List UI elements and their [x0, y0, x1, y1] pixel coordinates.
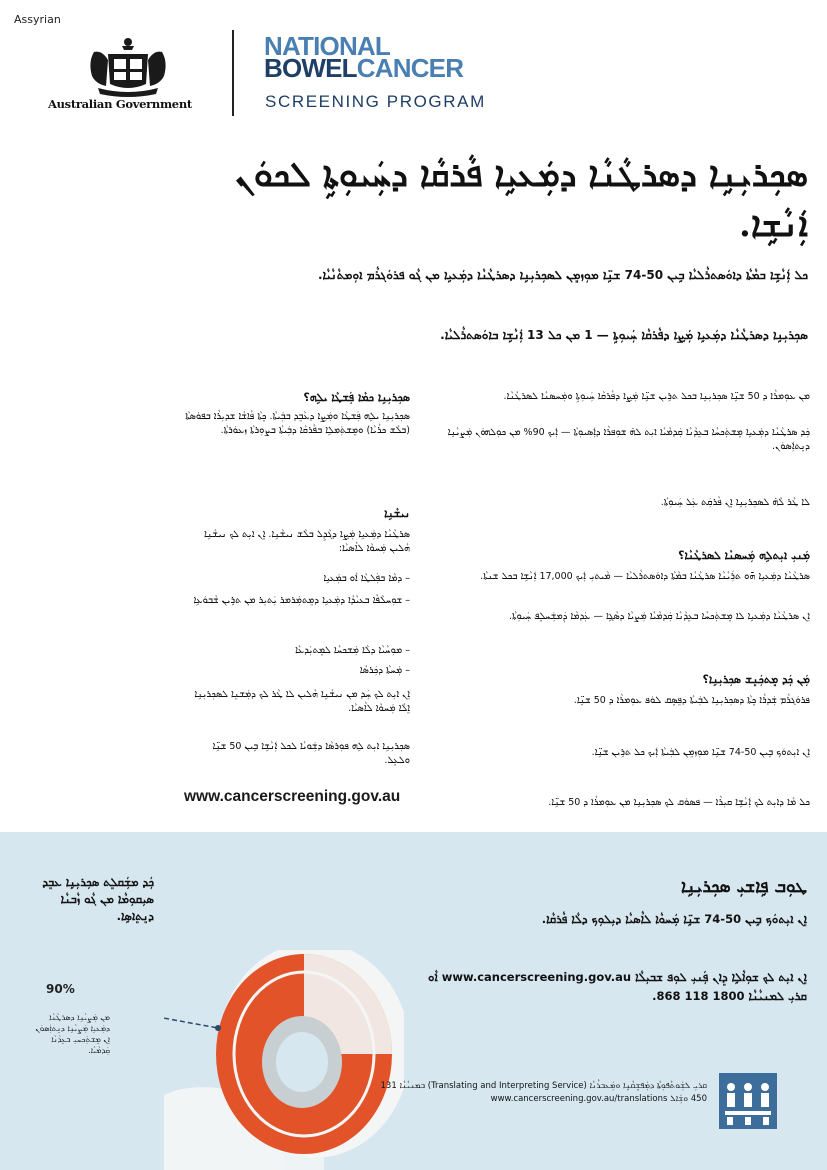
left-col-bullet-3: – ܡܘܼܚܵܝܵܐ ܕܠܵܐ ܡܲܫܟܚܵܐ ܠܡܸܬܝܲܕܥܵܐ [295, 645, 410, 656]
panel-title: ܛܘܼܒ ܦܹܐܫܝܼ ܣܟܼܪܝܼܢܹܐ [680, 877, 807, 897]
left-col-bullet-4: – ܡܲܚܬܵܐ ܕܟܲܪܣܵܐ [359, 665, 410, 676]
right-col-p1: ܡܢ ܥܘܼܡܪܵܐ ܕ 50 ܫܢܹ̈ܐ ܣܟܼܪܝܼܢܹܐ ܒܟܠ ܬܪܹܝܢ ܫܢܹ̈ܐ ܡܲܨܹܐ ܕܦܵܪܩܵܐ ܚܲܝܘܼܬܹܐ ܘܡܲܚܣܢܵܐ ܠܣܪܛܵܢܵܐ. [503, 391, 810, 402]
left-col-p1: ܣܟܼܪܝܼܢܹܐ ܝܠܹܗ ܦܲܫܛܵܐ ܘܡܲܨܹܐ ܕܥܵܒܸܕ ܒܒܲܝܬܵܐ. ܟܸܬܵܐ ܦܵܐܫܵܐ ܫܕܝܼܪܵܐ ܒܦܘܿܣܬܵܐ (ܒܠܵܫ ܟܪܵܝܵܐ) ܘܡܸܫܬܲܡܠܹܐ ܒܦܵܪܩܵܐ ܕܒܲܝܬܵܐ ܒܨܘܼܪܬܵܐ ܙܥܘܿܪܬܵܐ. [185, 411, 410, 436]
program-line-2-a: BOWEL [264, 53, 357, 83]
intro-paragraph-1: ܟܠ ܐܲܢܵܫܹܐ ܒܡܵܬܵܐ ܕܐܘܿܣܬܪܵܠܝܵܐ ܒܹܝܢ 50-74 ܫܢܹ̈ܐ ܡܘܼܙܡܸܢ ܠܣܟܼܪܝܼܢܹܐ ܕܣܪܛܵܢܵܐ ܕܡܲܥܝܹܐ ܡܢ ܓܵܘ ܦܪܘܿܓܪܵܡ ܐܘܼܡܬܵܢܵܝܵܐ. [318, 268, 808, 282]
toilet-roll-icon [164, 950, 404, 1170]
right-col-p2: ܟܲܕ ܣܪܛܵܢܵܐ ܕܡܲܥܝܹܐ ܡܸܫܬܲܟܚܵܐ ܒܥܸܕܵܢܵܐ ܩܲܕܡܵܝܵܐ ܐܝܼܬ ܠܗ̇ ܫܘܼܦܪܵܐ ܕܐܲܣܝܘܼܬܵܐ — ܐܲܝܟ 90% ܡܢ ܟܘܼܠܗܘܿܢ ܡܲܨܝܵܢܹܐ ܕܢܸܬܐܲܣܘܿܢ. [447, 427, 810, 452]
panel-body-2: ܐܸܢ ܐܝܼܬ ܠܟ ܫܘܼܐܵܠܹܐ ܕܸܐܢ ܦܲܢܝܼ ܠܘܼܦ ܫܒܝܼܠܵܐ www.cancerscreening.gov.au ܐܵܘ ܩܪܝܼ ܠܡܢܝܵܢܵܐ 1800 118 868. [428, 970, 807, 1003]
gov-name: Australian Government [48, 97, 192, 111]
intro-paragraph-2: ܣܟܼܪܝܼܢܹܐ ܕܣܪܛܵܢܵܐ ܕܡܲܥܝܹܐ ܡܲܨܹܐ ܕܦܵܪܩܵܐ ܚܲܝܘܼܬܹܐ — 1 ܡܢ ܟܠ 13 ܐܲܢܵܫܹܐ ܒܐܘܿܣܬܪܵܠܝܵܐ. [440, 328, 808, 342]
page-title: ܣܟܼܪܝܼܢܹܐ ܕܣܪܛܵܢܵܐ ܕܡܲܥܝܹܐ ܦܵܪܩܵܐ ܕܚܲܝܘܼܬܹܐ ܠܟܘܿܢ ܐܲܢܵܫܹܐ. [235, 155, 808, 245]
tis-people-icon [719, 1073, 777, 1129]
left-col-p3: ܐܸܢ ܐܝܼܬ ܠܟ ܚܲܕ ܡܢ ܢܝܫܵܢܹܐ ܗܵܠܝܢ ܠܐ ܛܵܪ ܠܟ ܕܡܲܫܢܸܐ ܠܣܟܼܪܝܼܢܹܐ ܐܸܠܵܐ ܡܲܚܘܵܐ ܠܐܵܣܝܵܐ. [194, 689, 410, 714]
left-col-p2: ܣܪܛܵܢܵܐ ܕܡܲܥܝܹܐ ܡܲܨܹܐ ܕܓܵܕܹܠ ܒܠܵܫ ܢܝܫܵܢܹܐ. ܐܸܢ ܐܝܼܬ ܠܟ ܢܝܫܵܢܹܐ ܗܵܠܝܢ ܡܲܚܘܵܐ ܠܐܵܣܝܵܐ: [204, 529, 410, 554]
program-line-1: NATIONAL [264, 31, 390, 61]
right-col-p6: ܦܪܘܿܓܪܵܡ ܫܲܕܪܵܐ ܟܸܬܵܐ ܕܣܟܼܪܝܼܢܹܐ ܠܒܲܝܬܵܐ ܕܦܸܣܸܩ ܠܘܿܦ ܥܘܼܡܪܵܐ ܕ 50 ܫܢܹ̈ܐ. [573, 695, 810, 706]
website-link[interactable]: www.cancerscreening.gov.au [184, 788, 401, 805]
right-col-heading-2: ܡܲܢ ܟܲܕ ܡܸܬܟܲܢܸܫ ܣܟܼܪܝܼܢܹܐ؟ [702, 673, 810, 686]
left-col-bullet-1: – ܕܡܵܐ ܒܦܲܠܛܵܐ ܐܵܘ ܒܡܲܥܝܹܐ [323, 573, 410, 584]
left-col-p4: ܣܟܼܪܝܼܢܹܐ ܐܝܼܬ ܠܹܗ ܦܘܼܪܣܵܐ ܕܫܲܘܝܵܐ ܠܟܠ ܐܲܢܵܫܹܐ ܒܹܝܢ 50 ܫܢܹ̈ܐ ܘܠܥܸܠ. [212, 741, 410, 766]
program-line-2-b: CANCER [356, 53, 464, 83]
right-col-p3: ܠܐ ܛܵܪ ܠܵܗ̇ ܠܣܟܼܪܝܼܢܹܐ ܐܸܢ ܦܵܪܩܲܬ ܥܲܠ ܚܲܝܘܼܬܵܐ. [660, 497, 810, 508]
panel-small-text: ܡܢ ܡܲܨܝܵܢܹܐ ܕܣܪܛܵܢܵܐ ܕܡܲܥܝܹܐ ܡܲܨܝܵܢܹܐ ܕܢܸܬܐܲܣܘܿܢ ܐܸܢ ܡܸܫܬܲܟܚܝܼ ܒܥܸܕܵܢܵܐ ܩܲܕܡܵܝܵܐ. [35, 1013, 110, 1055]
right-col-p4: ܣܪܛܵܢܵܐ ܕܡܲܥܝܹܐ ܗ̄ܘ ܬܪܲܝܵܢܵܐ ܣܪܛܵܢܵܐ ܒܡܵܬܵܐ ܕܐܘܿܣܬܪܵܠܝܵܐ — ܡܵܝܬܝܼ ܐܲܝܟ 17,000 ܐܲܢܵܫܹܐ ܒܟܠ ܫܢܬܵܐ. [480, 571, 810, 582]
left-col-heading-1: ܣܟܼܪܝܼܢܹܐ ܟܡܵܐ ܦܲܫܛܵܐ ܝܠܹܗ؟ [303, 391, 410, 404]
panel-left-text: ܟܲܕ ܡܫܲܩܠܸܬ ܣܟܼܪܝܼܢܹܐ ܥܒܸܕ ܣܝܼܩܘܼܡܵܐ ܡܢ ܓܵܘ ܙܵܒܢܵܐ ܕܢܸܬܸܐܣܹܐ. [42, 875, 154, 923]
left-col-heading-2: ܢܝܫܵܢܹܐ [384, 507, 410, 520]
right-col-p5: ܐܸܢ ܣܪܛܵܢܵܐ ܕܡܲܥܝܹܐ ܠܐ ܡܸܫܬܲܟܚܵܐ ܒܥܸܕܵܢܵܐ ܩܲܕܡܵܝܵܐ ܡܲܨܝܵܐ ܕܣܵܓܹܐ — ܥܲܕܡܵܐ ܕܲܡܫܲܚܠܸܦ ܚܲܝܘܼܬܵܐ. [508, 611, 810, 622]
tis-text: ܩܪܝܼ ܠܫܲܘܬܵܦܘܼܬܵܐ ܕܡܲܦܫܸܩܵܢܹܐ ܘܡܲܥܒܪܵܢܵܐ (Translating and Interpreting Service) ܒܡܢܝܵܢܵܐ 131 450 ܘܫܲܐܠ www.cancerscreening.gov.au/translations [380, 1081, 707, 1104]
header-divider [232, 30, 234, 116]
right-col-heading-1: ܡܲܢܝܼ ܐܝܼܬܠܹܗ ܡܲܚܣܢܵܐ ܠܣܪܛܵܢܵܐ؟ [678, 549, 810, 562]
right-col-p7: ܐܸܢ ܐܝܼܬܘܿܟ ܒܹܝܢ 50-74 ܫܢܹ̈ܐ ܡܘܼܙܡܸܢ ܠܒܲܝܬܵܐ ܐܲܝܟ ܟܠ ܬܪܹܝܢ ܫܢܹ̈ܐ. [591, 747, 810, 758]
program-line-2 [264, 53, 464, 83]
panel-body-1: ܐܸܢ ܐܝܼܬܘܿܟ ܒܹܝܢ 50-74 ܫܢܹ̈ܐ ܡܲܚܘܵܐ ܠܐܵܣܝܵܐ ܕܝܼܠܘܼܟ ܕܠܵܐ ܦܵܪܩܵܐ. [541, 912, 807, 926]
right-col-p8: ܟܠ ܡܵܐ ܕܐܝܼܬ ܠܟ ܐܲܢܵܫܹܐ ܩܝܼܪܵܐ — ܦܣܘܿܩ ܠܟ ܣܟܼܪܝܼܢܹܐ ܡܢ ܥܘܼܡܪܵܐ ܕ 50 ܫܢܹ̈ܐ. [548, 797, 810, 808]
left-col-bullet-2: – ܫܘܼܚܠܵܦܵܐ ܒܥܝܵܕܵܐ ܕܡܲܥܝܹܐ ܕܡܸܬܡܲܪܡܪ ܝܲܬܝܼܪ ܡܢ ܬܪܹܝܢ ܫܵܒܘܿܥܹܐ [193, 595, 410, 606]
language-label: Assyrian [14, 13, 61, 26]
program-line-3: SCREENING PROGRAM [265, 92, 486, 111]
percentage-label: 90% [46, 982, 75, 996]
